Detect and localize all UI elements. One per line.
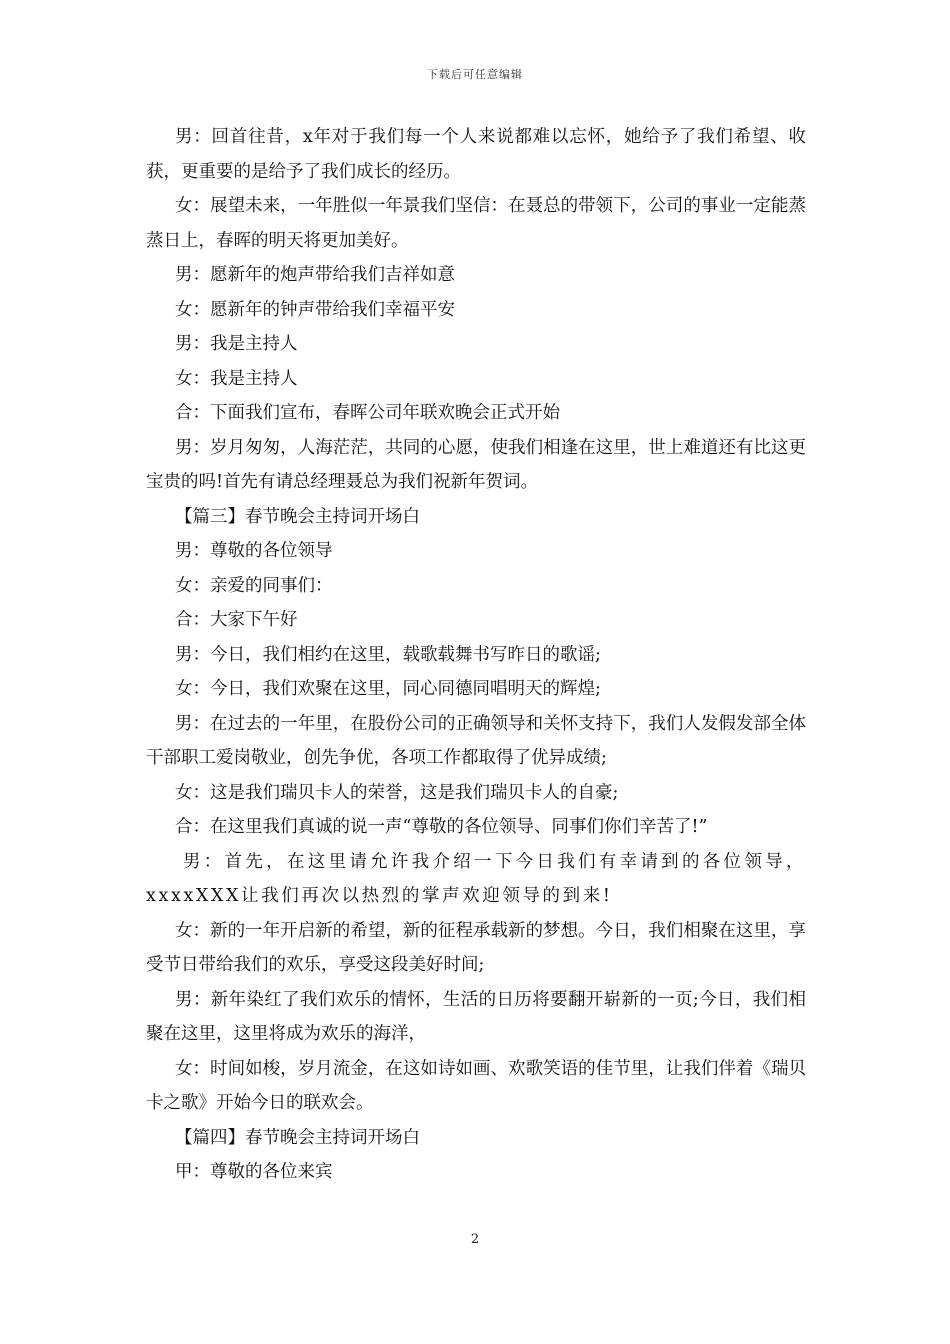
document-body bbox=[146, 120, 806, 1190]
paragraph: 男：尊敬的各位领导 bbox=[175, 541, 333, 561]
paragraph: 合：在这里我们真诚的说一声“尊敬的各位领导、同事们你们辛苦了!” bbox=[175, 817, 708, 837]
page-header: 下载后可任意编辑 bbox=[427, 68, 523, 81]
paragraph: 合：下面我们宣布，春晖公司年联欢晚会正式开始 bbox=[175, 403, 560, 423]
paragraph: 合：大家下午好 bbox=[175, 610, 298, 630]
page-number: 2 bbox=[470, 1232, 480, 1247]
paragraph: 女：亲爱的同事们： bbox=[175, 575, 333, 596]
paragraph: 女：展望未来，一年胜似一年景我们坚信：在聂总的带领下，公司的事业一定能蒸蒸日上，春晖的明天将更加美好。 bbox=[146, 196, 806, 251]
paragraph: 男：回首往昔，x年对于我们每一个人来说都难以忘怀，她给予了我们希望、收获，更重要的是给予了我们成长的经历。 bbox=[146, 127, 806, 182]
paragraph: 女：这是我们瑞贝卡人的荣誉，这是我们瑞贝卡人的自豪; bbox=[175, 782, 619, 803]
paragraph: 女：我是主持人 bbox=[175, 368, 298, 389]
paragraph: 男：岁月匆匆，人海茫茫，共同的心愿，使我们相逢在这里，世上难道还有比这更宝贵的吗!首先有请总经理聂总为我们祝新年贺词。 bbox=[146, 437, 806, 492]
paragraph: 男：在过去的一年里，在股份公司的正确领导和关怀支持下，我们人发假发部全体干部职工爱岗敬业，创先争优，各项工作都取得了优异成绩; bbox=[146, 713, 806, 768]
paragraph: 男：新年染红了我们欢乐的情怀，生活的日历将要翻开崭新的一页;今日，我们相聚在这里，这里将成为欢乐的海洋， bbox=[146, 989, 806, 1044]
paragraph: 男：首先，在这里请允许我介绍一下今日我们有幸请到的各位领导，xxxxXXX让我们再次以热烈的掌声欢迎领导的到来! bbox=[146, 851, 806, 906]
paragraph: 男：今日，我们相约在这里，载歌载舞书写昨日的歌谣; bbox=[175, 644, 601, 665]
paragraph: 女：新的一年开启新的希望，新的征程承载新的梦想。今日，我们相聚在这里，享受节日带给我们的欢乐，享受这段美好时间; bbox=[146, 920, 806, 975]
paragraph: 男：我是主持人 bbox=[175, 334, 298, 354]
paragraph: 女：愿新年的钟声带给我们幸福平安 bbox=[175, 299, 455, 320]
paragraph: 女：今日，我们欢聚在这里，同心同德同唱明天的辉煌; bbox=[175, 679, 601, 699]
section-heading: 【篇三】春节晚会主持词开场白 bbox=[175, 506, 420, 527]
paragraph: 男：愿新年的炮声带给我们吉祥如意 bbox=[175, 265, 455, 285]
paragraph: 甲：尊敬的各位来宾 bbox=[175, 1162, 333, 1182]
paragraph: 女：时间如梭，岁月流金，在这如诗如画、欢歌笑语的佳节里，让我们伴着《瑞贝卡之歌》开始今日的联欢会。 bbox=[146, 1058, 806, 1113]
section-heading: 【篇四】春节晚会主持词开场白 bbox=[175, 1127, 420, 1148]
